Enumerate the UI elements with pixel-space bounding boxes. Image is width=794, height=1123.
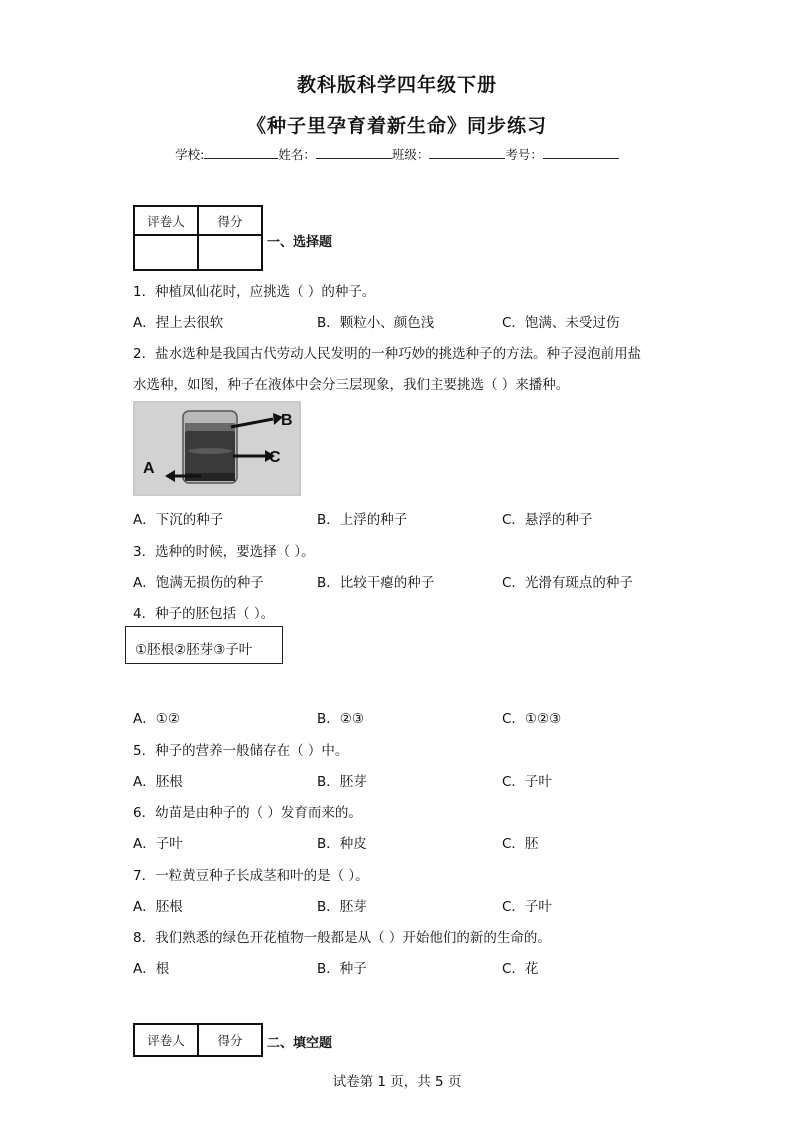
grader-table-1	[133, 205, 263, 271]
question-1-option-a[interactable]: A．捏上去很软	[133, 315, 224, 331]
exam-no-blank[interactable]	[543, 145, 619, 159]
question-6-option-a[interactable]: A．子叶	[133, 836, 183, 852]
exam-no-label: 考号：	[505, 147, 543, 162]
question-8-option-b[interactable]: B．种子	[317, 961, 367, 977]
page-title: 教科版科学四年级下册	[296, 74, 497, 96]
question-6-option-c[interactable]: C．胚	[502, 836, 539, 852]
question-7-option-c[interactable]: C．子叶	[502, 899, 552, 915]
question-6-stem: 6．幼苗是由种子的（ ）发育而来的。	[133, 805, 362, 821]
question-5-option-b[interactable]: B．胚芽	[317, 774, 367, 790]
label-a: A	[143, 460, 155, 477]
question-5-option-c[interactable]: C．子叶	[502, 774, 552, 790]
page-subtitle: 《种子里孕育着新生命》同步练习	[246, 115, 547, 137]
question-4-option-b[interactable]: B．②③	[317, 711, 364, 727]
question-4-stem: 4．种子的胚包括（ ）。	[133, 606, 275, 622]
name-blank[interactable]	[316, 145, 392, 159]
question-8-option-a[interactable]: A．根	[133, 961, 170, 977]
question-8-option-c[interactable]: C．花	[502, 961, 539, 977]
question-5-stem: 5．种子的营养一般储存在（ ）中。	[133, 743, 349, 759]
question-2-option-a[interactable]: A．下沉的种子	[133, 512, 224, 528]
question-7-option-a[interactable]: A．胚根	[133, 899, 183, 915]
saltwater-beaker-photo	[133, 401, 301, 496]
score-cell[interactable]	[198, 235, 262, 270]
score-header: 得分	[198, 206, 262, 235]
question-1-option-c[interactable]: C．饱满、未受过伤	[502, 315, 620, 331]
section-heading-1: 一、选择题	[267, 235, 333, 250]
question-2-stem-line-1: 2．盐水选种是我国古代劳动人民发明的一种巧妙的挑选种子的方法。种子浸泡前用盐	[133, 346, 642, 362]
question-2-option-b[interactable]: B．上浮的种子	[317, 512, 408, 528]
school-blank[interactable]	[204, 145, 278, 159]
beaker-illustration	[133, 401, 301, 496]
school-label: 学校:	[175, 147, 205, 162]
question-3-option-b[interactable]: B．比较干瘪的种子	[317, 575, 435, 591]
embryo-parts-text: ①胚根②胚芽③子叶	[135, 642, 253, 658]
score-header: 得分	[198, 1024, 262, 1056]
label-b: B	[281, 412, 293, 429]
question-8-stem: 8．我们熟悉的绿色开花植物一般都是从（ ）开始他们的新的生命的。	[133, 930, 551, 946]
question-7-option-b[interactable]: B．胚芽	[317, 899, 367, 915]
student-info-line	[0, 145, 794, 163]
question-5-option-a[interactable]: A．胚根	[133, 774, 183, 790]
question-4-option-c[interactable]: C．①②③	[502, 711, 562, 727]
section-heading-2: 二、填空题	[267, 1036, 333, 1051]
page-footer: 试卷第 1 页，共 5 页	[332, 1074, 462, 1090]
question-2-option-c[interactable]: C．悬浮的种子	[502, 512, 593, 528]
label-c: C	[269, 449, 281, 466]
name-label: 姓名：	[278, 147, 316, 162]
question-1-option-b[interactable]: B．颗粒小、颜色浅	[317, 315, 435, 331]
question-3-option-a[interactable]: A．饱满无损伤的种子	[133, 575, 264, 591]
question-2-stem-line-2: 水选种，如图，种子在液体中会分三层现象，我们主要挑选（ ）来播种。	[133, 377, 570, 393]
reviewer-cell[interactable]	[134, 235, 198, 270]
reviewer-header: 评卷人	[134, 1024, 198, 1056]
reviewer-header: 评卷人	[134, 206, 198, 235]
class-label: 班级：	[391, 147, 430, 162]
question-6-option-b[interactable]: B．种皮	[317, 836, 367, 852]
class-blank[interactable]	[429, 145, 505, 159]
question-3-option-c[interactable]: C．光滑有斑点的种子	[502, 575, 633, 591]
grader-table-2	[133, 1023, 263, 1057]
question-1-stem: 1．种植凤仙花时，应挑选（ ）的种子。	[133, 284, 376, 300]
question-7-stem: 7．一粒黄豆种子长成茎和叶的是（ ）。	[133, 868, 369, 884]
question-4-option-a[interactable]: A．①②	[133, 711, 180, 727]
question-3-stem: 3．选种的时候，要选择（ ）。	[133, 544, 315, 560]
